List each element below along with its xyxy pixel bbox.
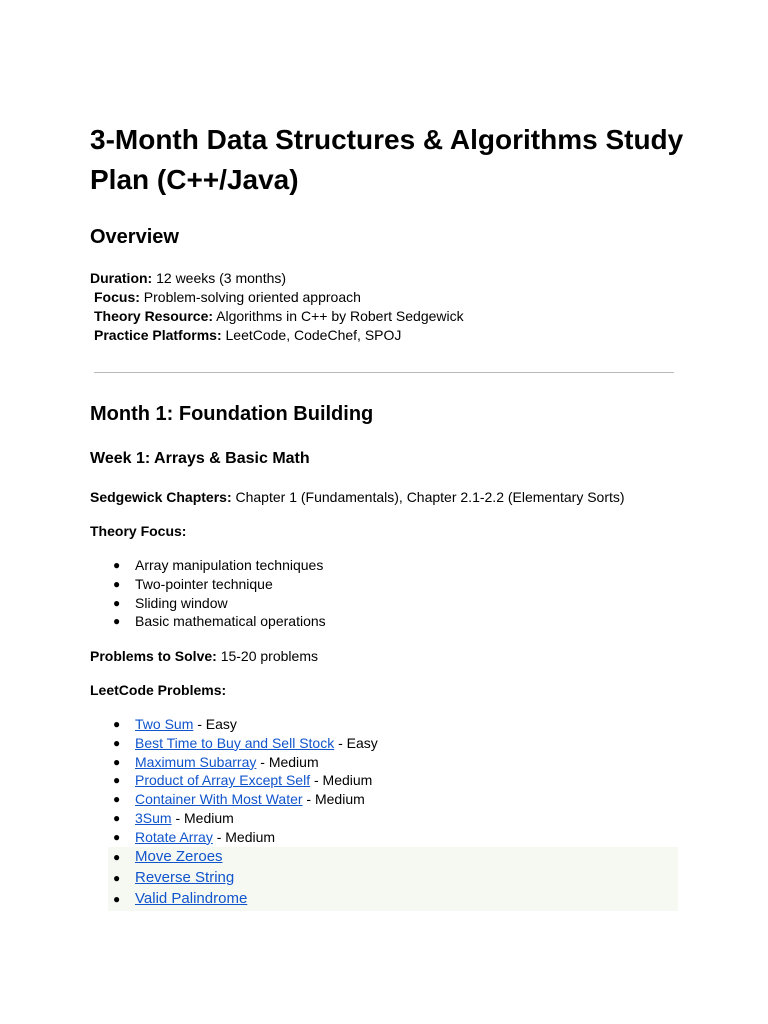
problem-difficulty: - Medium — [256, 753, 319, 770]
list-item — [90, 790, 378, 809]
list-item — [90, 847, 247, 868]
bullet-icon: ● — [113, 773, 121, 788]
theory-focus-label: Theory Focus: — [90, 523, 187, 539]
list-item — [90, 889, 247, 910]
list-item — [90, 753, 378, 772]
sedgewick-chapters-label: Sedgewick Chapters: — [90, 489, 232, 505]
focus-value: Problem-solving oriented approach — [139, 289, 361, 305]
bullet-icon: ● — [113, 870, 121, 885]
problem-link-valid-palindrome[interactable]: Valid Palindrome — [135, 889, 248, 907]
duration-value: 12 weeks (3 months) — [152, 270, 287, 286]
list-item: ● Sliding window — [113, 594, 228, 611]
bullet-icon: ● — [113, 810, 121, 825]
sedgewick-chapters-paragraph — [90, 488, 625, 507]
leetcode-problems-label: LeetCode Problems: — [90, 682, 227, 698]
list-item: ● Two-pointer technique — [113, 575, 273, 592]
bullet-icon: ● — [113, 891, 121, 906]
theory-focus-paragraph — [90, 522, 186, 541]
list-item: ● Basic mathematical operations — [113, 613, 326, 630]
page-title: 3-Month Data Structures & Algorithms Study Plan (C++/Java) — [90, 124, 684, 195]
week-1-heading: Week 1: Arrays & Basic Math — [90, 450, 310, 467]
problem-link-move-zeroes[interactable]: Move Zeroes — [135, 848, 223, 865]
problem-difficulty: - Medium — [212, 828, 276, 845]
problem-link-product-of-array-except-self[interactable]: Product of Array Except Self — [135, 772, 311, 789]
list-item — [90, 809, 378, 828]
problem-link-two-sum[interactable]: Two Sum — [135, 716, 194, 732]
list-item — [90, 828, 378, 847]
problem-difficulty: - Easy — [334, 734, 378, 751]
bullet-icon: ● — [113, 754, 121, 769]
problem-difficulty: - Medium — [302, 791, 365, 808]
leetcode-problem-list — [90, 715, 378, 847]
theory-resource-value: Algorithms in C++ by Robert Sedgewick — [213, 308, 464, 324]
duration-row — [90, 269, 464, 288]
focus-label: Focus: — [94, 289, 140, 305]
horizontal-divider — [94, 372, 674, 373]
list-item — [90, 868, 247, 889]
month-1-heading: Month 1: Foundation Building — [90, 403, 374, 425]
list-item: ● Array manipulation techniques — [113, 557, 324, 573]
overview-details — [90, 269, 464, 345]
problem-link-3sum[interactable]: 3Sum — [135, 809, 172, 826]
theory-resource-row — [90, 307, 464, 326]
bullet-icon: ● — [113, 576, 121, 591]
bullet-icon: ● — [113, 595, 121, 610]
list-item — [90, 734, 378, 753]
problems-to-solve-paragraph — [90, 647, 318, 666]
problem-difficulty: - Medium — [310, 772, 373, 789]
bullet-icon: ● — [113, 829, 121, 844]
theory-resource-label: Theory Resource: — [94, 308, 214, 324]
problem-link-container-with-most-water[interactable]: Container With Most Water — [135, 791, 303, 808]
duration-label: Duration: — [90, 270, 153, 286]
list-item — [90, 771, 378, 790]
bullet-icon: ● — [113, 735, 121, 750]
practice-platforms-value: LeetCode, CodeChef, SPOJ — [221, 327, 402, 343]
problem-difficulty: - Medium — [171, 809, 234, 826]
sedgewick-chapters-value: Chapter 1 (Fundamentals), Chapter 2.1-2.2 (Elementary Sorts) — [231, 489, 625, 505]
problem-link-rotate-array[interactable]: Rotate Array — [135, 828, 213, 845]
problem-link-best-time-to-buy-and-sell-stock[interactable]: Best Time to Buy and Sell Stock — [135, 734, 335, 751]
theory-focus-list — [90, 556, 326, 631]
problems-to-solve-label: Problems to Solve: — [90, 648, 217, 664]
list-item — [90, 715, 378, 734]
bullet-icon: ● — [113, 717, 121, 731]
bullet-icon: ● — [113, 850, 121, 864]
overview-heading: Overview — [90, 226, 179, 248]
leetcode-problems-paragraph — [90, 681, 226, 700]
focus-row — [90, 288, 464, 307]
problem-difficulty: - Easy — [193, 716, 237, 732]
bullet-icon: ● — [113, 792, 121, 807]
problems-to-solve-value: 15-20 problems — [216, 648, 318, 664]
problem-link-maximum-subarray[interactable]: Maximum Subarray — [135, 753, 257, 770]
bullet-icon: ● — [113, 558, 121, 572]
additional-problem-list — [90, 847, 247, 909]
problem-link-reverse-string[interactable]: Reverse String — [135, 868, 235, 886]
practice-platforms-row — [90, 326, 464, 345]
practice-platforms-label: Practice Platforms: — [94, 327, 222, 343]
bullet-icon: ● — [113, 614, 121, 629]
